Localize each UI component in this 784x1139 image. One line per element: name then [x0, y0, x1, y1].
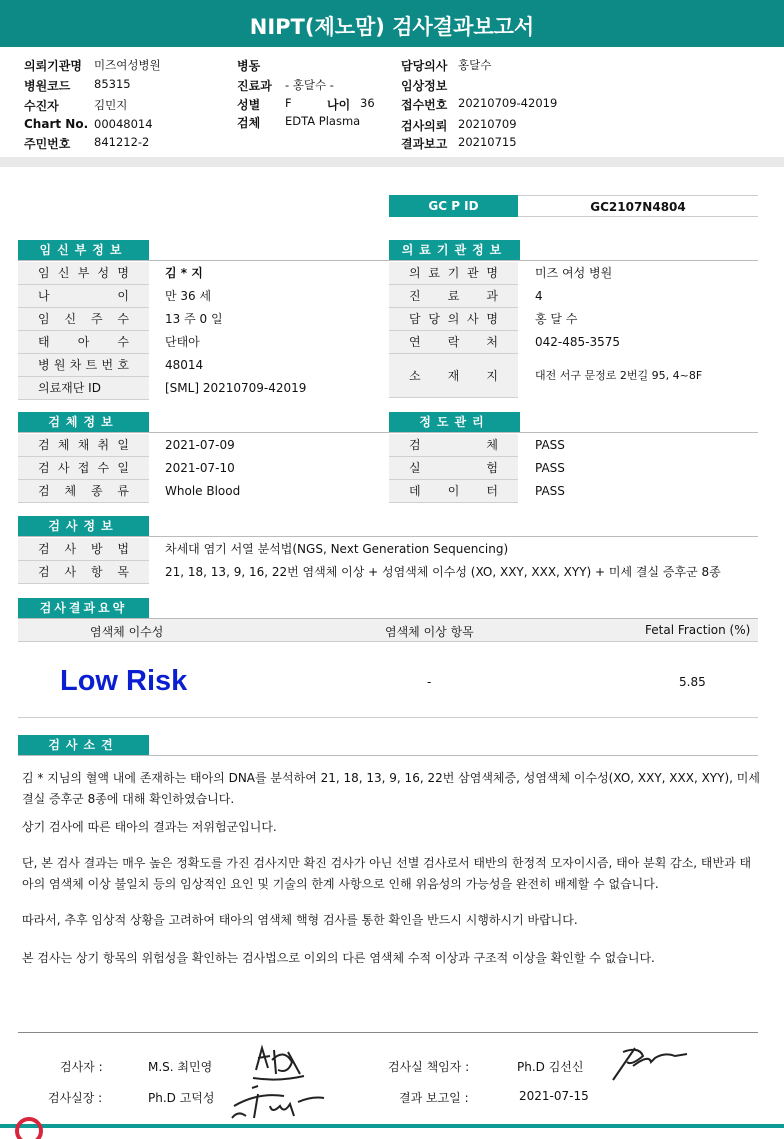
summary-col-aneuploidy: 염색체 이수성: [90, 625, 164, 639]
header-value: - 홍달수 -: [285, 78, 334, 92]
row-label: 검 체 채 취 일: [18, 434, 149, 457]
row-value: PASS: [535, 461, 565, 475]
header-value: 36: [360, 96, 375, 110]
header-value: 85315: [94, 77, 131, 91]
row-label: 연 락 처: [389, 331, 518, 354]
tester-signature: [248, 1040, 308, 1082]
gcp-id-label: GC P ID: [389, 195, 518, 217]
header-label: 의뢰기관명: [24, 59, 82, 73]
section-title-qc: 정도관리: [389, 412, 520, 432]
row-value: PASS: [535, 438, 565, 452]
header-label: 나이: [327, 98, 351, 112]
row-label: 의 료 기 관 명: [389, 262, 518, 285]
row-label: 검 사 항 목: [18, 561, 149, 584]
header-value: 00048014: [94, 117, 153, 131]
row-value: 48014: [165, 358, 204, 372]
header-value: 20210709: [458, 117, 517, 131]
lab-head-signature: [605, 1040, 690, 1085]
row-value: 2021-07-09: [165, 438, 235, 452]
opinion-paragraph: 따라서, 추후 임상적 상황을 고려하여 태아의 염색체 핵형 검사를 통한 확인을 반드시 시행하시기 바랍니다.: [22, 913, 578, 927]
row-label: 의료재단 ID: [18, 377, 149, 400]
director-signature: [228, 1080, 328, 1122]
header-label: 병원코드: [24, 79, 71, 93]
header-value: 20210709-42019: [458, 96, 558, 110]
lab-head-name: Ph.D 김선신: [517, 1060, 584, 1074]
section-title-summary: 검사결과요약: [18, 598, 149, 618]
opinion-paragraph: 본 검사는 상기 항목의 위험성을 확인하는 검사법으로 이외의 다른 염색체 수적 이상과 구조적 이상을 확인할 수 없습니다.: [22, 951, 655, 965]
director-name: Ph.D 고덕성: [148, 1091, 215, 1105]
row-value: 4: [535, 289, 543, 303]
section-title-test: 검사정보: [18, 516, 149, 536]
company-logo-icon: [14, 1115, 44, 1139]
fetal-fraction-value: 5.85: [679, 675, 706, 689]
row-label: 태 아 수: [18, 331, 149, 354]
divider: [0, 157, 784, 167]
header-label: 담당의사: [401, 59, 448, 73]
header-label: 검사의뢰: [401, 119, 448, 133]
row-label: 병 원 차 트 번 호: [18, 354, 149, 377]
header-label: 임상정보: [401, 79, 448, 93]
row-label: 담 당 의 사 명: [389, 308, 518, 331]
summary-col-ff: Fetal Fraction (%): [645, 623, 751, 637]
abnormal-item-value: -: [427, 675, 432, 689]
header-label: 진료과: [237, 79, 272, 93]
row-label: 소 재 지: [389, 354, 518, 398]
row-value: 042-485-3575: [535, 335, 621, 349]
header-label: 접수번호: [401, 98, 448, 112]
header-value: 김민지: [94, 98, 128, 112]
signature-divider: [18, 1032, 758, 1033]
section-line: [18, 260, 389, 261]
summary-col-abnormal: 염색체 이상 항목: [385, 625, 474, 639]
tester-label: 검사자 :: [60, 1060, 103, 1074]
row-value: [SML] 20210709-42019: [165, 381, 307, 395]
header-value: 20210715: [458, 135, 517, 149]
row-value: 만 36 세: [165, 289, 212, 303]
report-title: NIPT(제노맘) 검사결과보고서: [0, 0, 784, 47]
report-date-value: 2021-07-15: [519, 1089, 589, 1103]
row-value: 차세대 염기 서열 분석법(NGS, Next Generation Sequencing): [165, 542, 509, 556]
row-label: 나 이: [18, 285, 149, 308]
row-label: 임 신 부 성 명: [18, 262, 149, 285]
section-title-pregnant: 임신부정보: [18, 240, 149, 260]
row-value: Whole Blood: [165, 484, 241, 498]
row-value: 미즈 여성 병원: [535, 266, 613, 280]
header-label: 주민번호: [24, 137, 71, 151]
row-label: 데 이 터: [389, 480, 518, 503]
row-value: 단태아: [165, 335, 200, 349]
row-value: 대전 서구 문정로 2번길 95, 4~8F: [535, 369, 703, 382]
opinion-paragraph: 상기 검사에 따른 태아의 결과는 저위험군입니다.: [22, 820, 277, 834]
header-label: 성별: [237, 98, 261, 112]
header-label: 검체: [237, 116, 261, 130]
row-label: 검 체: [389, 434, 518, 457]
section-title-specimen: 검체정보: [18, 412, 149, 432]
lab-head-label: 검사실 책임자 :: [388, 1060, 470, 1074]
opinion-paragraph: 김 * 지님의 혈액 내에 존재하는 태아의 DNA를 분석하여 21, 18, 13, 9, 16, 22번 삼염색체증, 성염색체 이수성(XO, XXY, XXX, XYY), 미세 결실 증후군 8종에 대해 확인하였습니다.: [22, 771, 760, 806]
header-value: 미즈여성병원: [94, 58, 161, 72]
section-line: [18, 755, 758, 756]
section-title-opinion: 검사소견: [18, 735, 149, 755]
row-label: 임 신 주 수: [18, 308, 149, 331]
row-value: PASS: [535, 484, 565, 498]
opinion-paragraph: 단, 본 검사 결과는 매우 높은 정확도를 가진 검사지만 확진 검사가 아닌 선별 검사로서 태반의 한정적 모자이시즘, 태아 분획 감소, 태반과 태아의 염색체 이상 불일치 등의 임상적인 요인 및 기술의 한계 사항으로 인해 위음성의 가능성을 완전히 배제할 수 없습니다.: [22, 856, 752, 891]
gcp-id-value: GC2107N4804: [518, 195, 758, 217]
patient-header: [0, 47, 784, 157]
tester-name: M.S. 최민영: [148, 1060, 213, 1074]
row-label: 검 체 종 류: [18, 480, 149, 503]
row-value: 김 * 지: [165, 266, 203, 280]
row-label: 검 사 방 법: [18, 538, 149, 561]
row-value: 21, 18, 13, 9, 16, 22번 염색체 이상 + 성염색체 이수성 (XO, XXY, XXX, XYY) + 미세 결실 증후군 8종: [165, 565, 721, 579]
section-line: [18, 717, 758, 718]
section-title-institution: 의료기관정보: [389, 240, 520, 260]
section-line: [18, 536, 758, 537]
risk-result: Low Risk: [60, 665, 188, 697]
header-label: 수진자: [24, 99, 59, 113]
footer-bar: [0, 1124, 784, 1128]
header-label: 병동: [237, 59, 261, 73]
header-value: F: [285, 96, 292, 110]
header-value: 841212-2: [94, 135, 150, 149]
section-line: [389, 432, 758, 433]
row-label: 실 험: [389, 457, 518, 480]
header-label: 결과보고: [401, 137, 448, 151]
row-label: 검 사 접 수 일: [18, 457, 149, 480]
header-label: Chart No.: [24, 117, 89, 131]
row-value: 홍 달 수: [535, 312, 578, 326]
row-value: 13 주 0 일: [165, 312, 223, 326]
section-line: [389, 260, 758, 261]
header-value: 홍달수: [458, 58, 492, 72]
header-value: EDTA Plasma: [285, 114, 361, 128]
report-date-label: 결과 보고일 :: [399, 1091, 469, 1105]
row-label: 진 료 과: [389, 285, 518, 308]
row-value: 2021-07-10: [165, 461, 235, 475]
section-line: [18, 432, 389, 433]
director-label: 검사실장 :: [48, 1091, 103, 1105]
summary-header-row: [18, 619, 758, 642]
